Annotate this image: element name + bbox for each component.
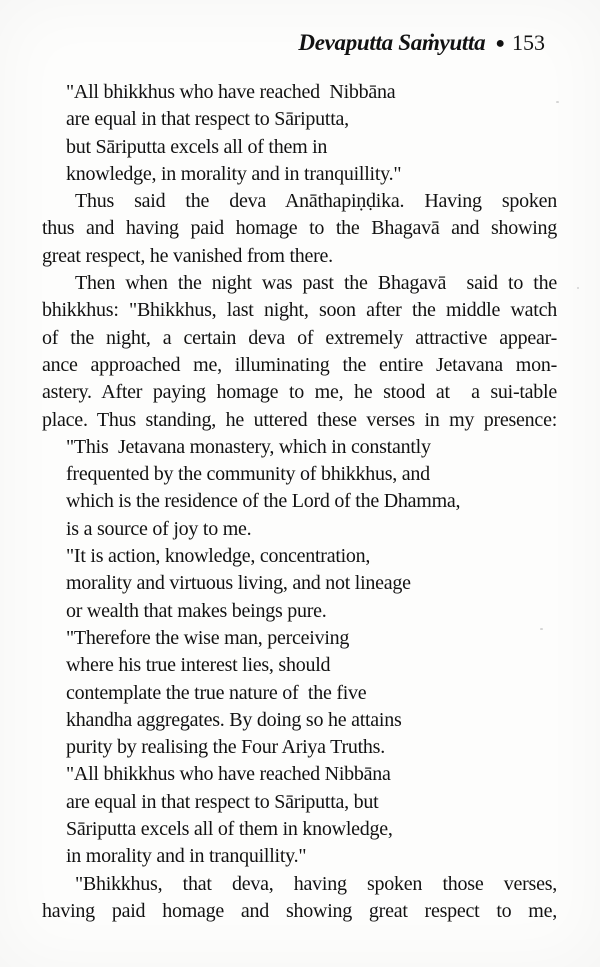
text-line: but Sāriputta excels all of them in	[66, 135, 328, 158]
scan-speck	[540, 628, 543, 630]
text-line: is a source of joy to me.	[66, 517, 252, 540]
text-line: thus and having paid homage to the Bhagavā and showing	[42, 217, 557, 240]
running-header	[0, 30, 545, 56]
paragraph-block	[42, 188, 557, 270]
text-line: Sāriputta excels all of them in knowledge,	[66, 818, 393, 841]
text-line: in morality and in tranquillity."	[66, 845, 307, 868]
text-line: "This Jetavana monastery, which in constantly	[66, 435, 431, 458]
text-line: where his true interest lies, should	[66, 654, 331, 677]
page-body	[42, 79, 557, 925]
text-line: purity by realising the Four Ariya Truths.	[66, 736, 385, 759]
paragraph-block	[42, 871, 557, 926]
text-line: Thus said the deva Anāthapiṇḍika. Having spoken	[75, 190, 557, 213]
verse-block	[42, 434, 557, 871]
text-line: Then when the night was past the Bhagavā said to the	[75, 272, 557, 295]
text-line: astery. After paying homage to me, he stood at a sui-table	[42, 381, 557, 404]
text-line: or wealth that makes beings pure.	[66, 599, 327, 622]
text-line: frequented by the community of bhikkhus, and	[66, 463, 430, 486]
text-line: morality and virtuous living, and not lineage	[66, 572, 411, 595]
text-line: of the night, a certain deva of extremely attractive appear-	[42, 326, 557, 349]
paragraph-block	[42, 270, 557, 434]
text-line: are equal in that respect to Sāriputta, but	[66, 790, 379, 813]
text-line: "All bhikkhus who have reached Nibbāna	[66, 763, 391, 786]
text-line: place. Thus standing, he uttered these verses in my presence:	[42, 408, 557, 431]
verse-block	[42, 79, 557, 188]
chapter-title: Devaputta Saṁyutta	[298, 30, 486, 55]
text-line: khandha aggregates. By doing so he attains	[66, 708, 402, 731]
text-line: bhikkhus: "Bhikkhus, last night, soon after the middle watch	[42, 299, 557, 322]
text-line: which is the residence of the Lord of the Dhamma,	[66, 490, 461, 513]
scan-speck	[577, 287, 579, 289]
page-number: 153	[512, 30, 545, 55]
text-line: "Therefore the wise man, perceiving	[66, 626, 350, 649]
text-line: great respect, he vanished from there.	[42, 244, 333, 267]
text-line: "Bhikkhus, that deva, having spoken those verses,	[75, 872, 557, 895]
text-line: "All bhikkhus who have reached Nibbāna	[66, 81, 396, 103]
text-line: are equal in that respect to Sāriputta,	[66, 108, 349, 131]
text-line: having paid homage and showing great respect to me,	[42, 899, 557, 922]
text-line: contemplate the true nature of the five	[66, 681, 367, 704]
text-line: ance approached me, illuminating the entire Jetavana mon-	[42, 353, 557, 376]
text-line: knowledge, in morality and in tranquillity."	[66, 162, 402, 185]
text-line: "It is action, knowledge, concentration,	[66, 545, 371, 568]
bullet-separator-icon: ●	[495, 35, 505, 52]
scan-speck	[556, 101, 559, 103]
